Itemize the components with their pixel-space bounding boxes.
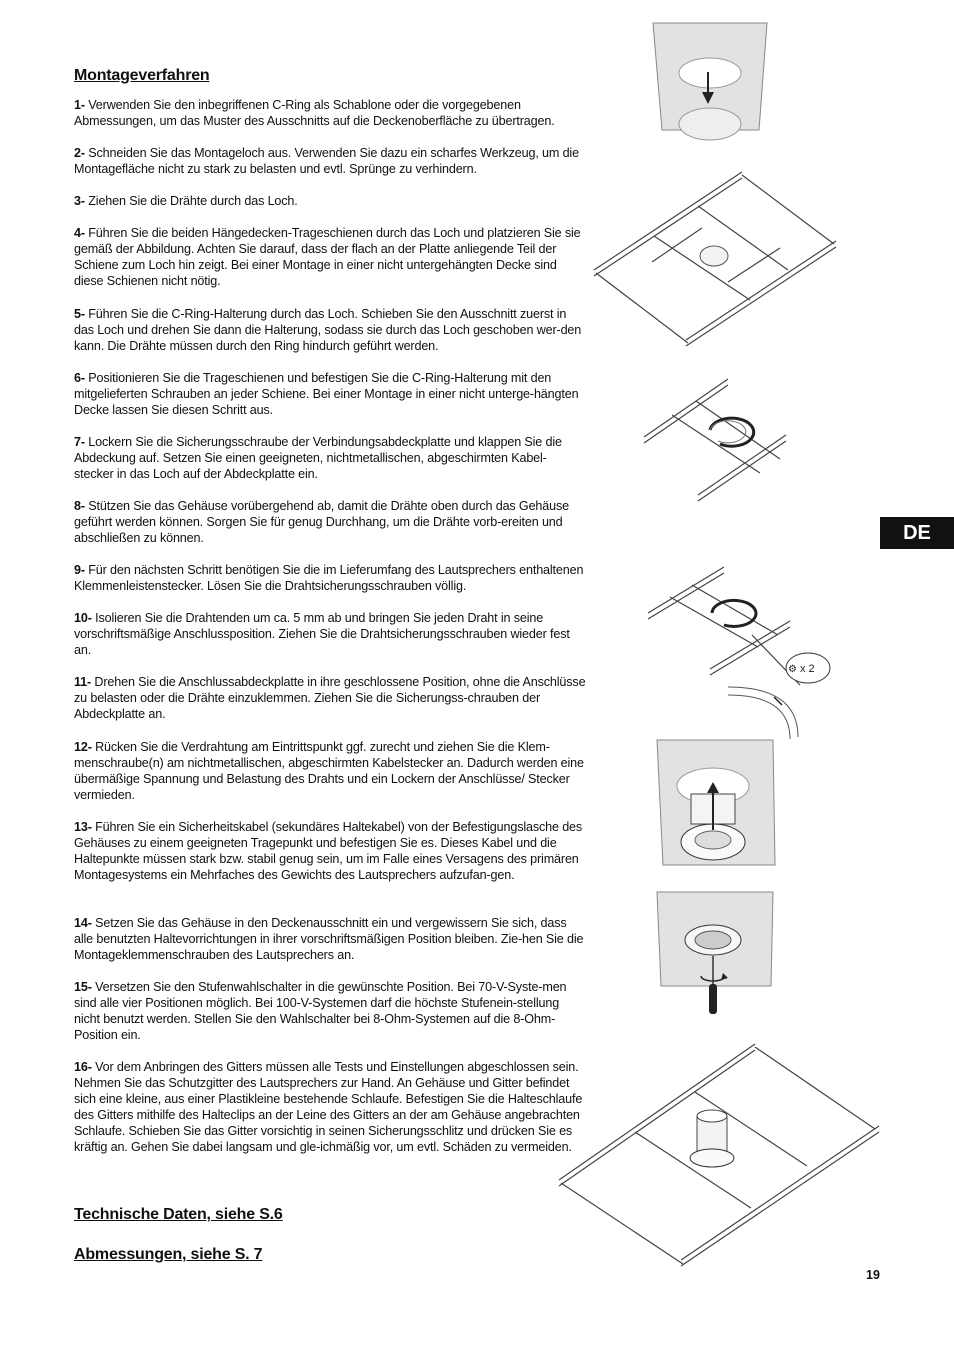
step-6	[74, 370, 586, 418]
dimensions-link[interactable]: Abmessungen, siehe S. 7	[74, 1246, 263, 1263]
step-number: 3-	[74, 194, 85, 208]
step-number: 15-	[74, 980, 92, 994]
step-number: 14-	[74, 916, 92, 930]
step-number: 10-	[74, 611, 92, 625]
figure-full-assembly	[555, 1040, 885, 1270]
step-text: Verwenden Sie den inbegriffenen C-Ring als Schablone oder die vorgegebenen Abmessungen, um das Muster des Ausschnitts auf die Deckenoberfläche zu übertragen.	[74, 98, 555, 128]
step-5	[74, 306, 586, 354]
step-text: Ziehen Sie die Drähte durch das Loch.	[84, 194, 298, 208]
step-text: Versetzen Sie den Stufenwahlschalter in die gewünschte Position. Bei 70-V-Syste-men sind alle vier Positionen möglich. Bei 100-V-Systemen darf die höchste Stufenein-stellung nicht benutzt werden. Stellen Sie den Wahlschalter bei 8-Ohm-Systemen auf die 8-Ohm-Position ein.	[74, 980, 567, 1042]
tech-data-link[interactable]: Technische Daten, siehe S.6	[74, 1206, 283, 1223]
screw-count: x 2	[800, 663, 815, 675]
step-text: Vor dem Anbringen des Gitters müssen alle Tests und Einstellungen abgeschlossen sein. Nehmen Sie das Schutzgitter des Lautsprechers zur Hand. An Gehäuse und Gitter befindet sich eine kleine, aus einer Plastikleine bestehende Schlaufe. Befestigen Sie die Halteschlaufe des Gitters mithilfe des Halteclips an der Leine des Gitters an der am Gehäuse angebrachten Schlaufe. Schieben Sie das Gitter vorsichtig in seinen Sicherungsschlitz und drücken Sie es kräftig an. Gehen Sie dabei langsam und gle-ichmäßig vor, um evtl. Schäden zu vermeiden.	[74, 1060, 583, 1154]
step-15	[74, 979, 586, 1043]
step-text: Setzen Sie das Gehäuse in den Deckenausschnitt ein und vergewissern Sie sich, dass alle benutzten Haltevorrichtungen in ihrer vorschriftsmäßigen Position bleiben. Zie-hen Sie die Montageklemmenschrauben des Lautsprechers an.	[74, 916, 584, 962]
page-number: 19	[866, 1268, 880, 1282]
step-text: Rücken Sie die Verdrahtung am Eintrittspunkt ggf. zurecht und ziehen Sie die Klem-menschraube(n) am nichtmetallischen, abgeschirmten Kabelstecker an. Dadurch werden eine übermäßige Spannung und Belastung des Drahts und ein Lockern der Anschlüsse/ Stecker vermieden.	[74, 740, 584, 802]
step-number: 9-	[74, 563, 85, 577]
step-8	[74, 498, 586, 546]
step-text: Schneiden Sie das Montageloch aus. Verwenden Sie dazu ein scharfes Werkzeug, um die Montagefläche nicht zu stark zu belasten und evtl. Sprünge zu verhindern.	[74, 146, 579, 176]
step-9	[74, 562, 586, 594]
step-text: Lockern Sie die Sicherungsschraube der Verbindungsabdeckplatte und klappen Sie die Abdeckung auf. Setzen Sie einen geeigneten, nichtmetallischen, abgeschirmten Kabel-stecker in das Loch auf der Abdeckplatte ein.	[74, 435, 562, 481]
step-10	[74, 610, 586, 658]
section-heading: Montageverfahren	[74, 67, 210, 84]
step-text: Isolieren Sie die Drahtenden um ca. 5 mm ab und bringen Sie jeden Draht in seine vorschriftsmäßige Anschlussposition. Ziehen Sie die Drahtsicherungsschrauben wieder fest an.	[74, 611, 570, 657]
step-text: Positionieren Sie die Trageschienen und befestigen Sie die C-Ring-Halterung mit den mitgelieferten Schrauben an jeder Schiene. Bei einer Montage in einer nicht unterge-hängten Decke lassen Sie diesen Schritt aus.	[74, 371, 579, 417]
step-14	[74, 915, 586, 963]
figure-screw-attach	[640, 565, 840, 745]
step-7	[74, 434, 586, 482]
language-tab: DE	[880, 517, 954, 549]
step-number: 13-	[74, 820, 92, 834]
step-text: Führen Sie die beiden Hängedecken-Trageschienen durch das Loch und platzieren Sie sie gemäß der Abbildung. Achten Sie darauf, dass der flach an der Platte anliegende Teil der Schiene zum Loch hin zeigt. Bei einer Montage in einer nicht untergehängten Decke sind diese Schienen nicht nötig.	[74, 226, 581, 288]
step-number: 12-	[74, 740, 92, 754]
step-text: Drehen Sie die Anschlussabdeckplatte in ihre geschlossene Position, ohne die Anschlüsse zu belasten oder die Drähte einzuklemmen. Ziehen Sie die Sicherungss-chrauben der Abdeckplatte an.	[74, 675, 586, 721]
step-16	[74, 1059, 586, 1155]
step-number: 6-	[74, 371, 85, 385]
figure-cutout-template	[650, 20, 770, 150]
step-1	[74, 97, 586, 129]
step-3	[74, 193, 586, 209]
step-text: Für den nächsten Schritt benötigen Sie die im Lieferumfang des Lautsprechers enthaltenen Klemmenleistenstecker. Lösen Sie die Drahtsicherungsschrauben völlig.	[74, 563, 584, 593]
step-number: 5-	[74, 307, 85, 321]
figure-speaker-housing	[655, 738, 775, 868]
step-text: Führen Sie die C-Ring-Halterung durch das Loch. Schieben Sie den Ausschnitt zuerst in das Loch und drehen Sie dann die Halterung, sodass sie durch das Loch geschoben wer-den kann. Die Drähte müssen durch den Ring hindurch geführt werden.	[74, 307, 582, 353]
step-number: 8-	[74, 499, 85, 513]
step-number: 4-	[74, 226, 85, 240]
step-number: 11-	[74, 675, 92, 689]
step-number: 1-	[74, 98, 85, 112]
step-number: 16-	[74, 1060, 92, 1074]
figure-tighten-screws	[655, 890, 775, 1020]
step-text: Führen Sie ein Sicherheitskabel (sekundäres Haltekabel) von der Befestigungslasche des Gehäuses zu einem geeigneten Tragepunkt und befestigen Sie es. Dieses Kabel und die Haltepunkte müssen stark bzw. stabil genug sein, um im Falle eines Versagens des primären Montagesystems ein Mehrfaches des Gewichts des Lautsprechers aufzufan-gen.	[74, 820, 583, 882]
figure-ceiling-rails	[590, 170, 840, 350]
screw-icon: ⚙	[788, 664, 797, 675]
step-2	[74, 145, 586, 177]
figure-c-ring-install	[640, 375, 790, 505]
step-number: 7-	[74, 435, 85, 449]
step-11	[74, 674, 586, 722]
step-12	[74, 739, 586, 803]
step-13	[74, 819, 586, 883]
step-text: Stützen Sie das Gehäuse vorübergehend ab, damit die Drähte oben durch das Gehäuse geführt werden können. Sorgen Sie für genug Durchhang, um die Drähte vorb-ereiten und abschließen zu können.	[74, 499, 569, 545]
step-number: 2-	[74, 146, 85, 160]
step-4	[74, 225, 586, 289]
